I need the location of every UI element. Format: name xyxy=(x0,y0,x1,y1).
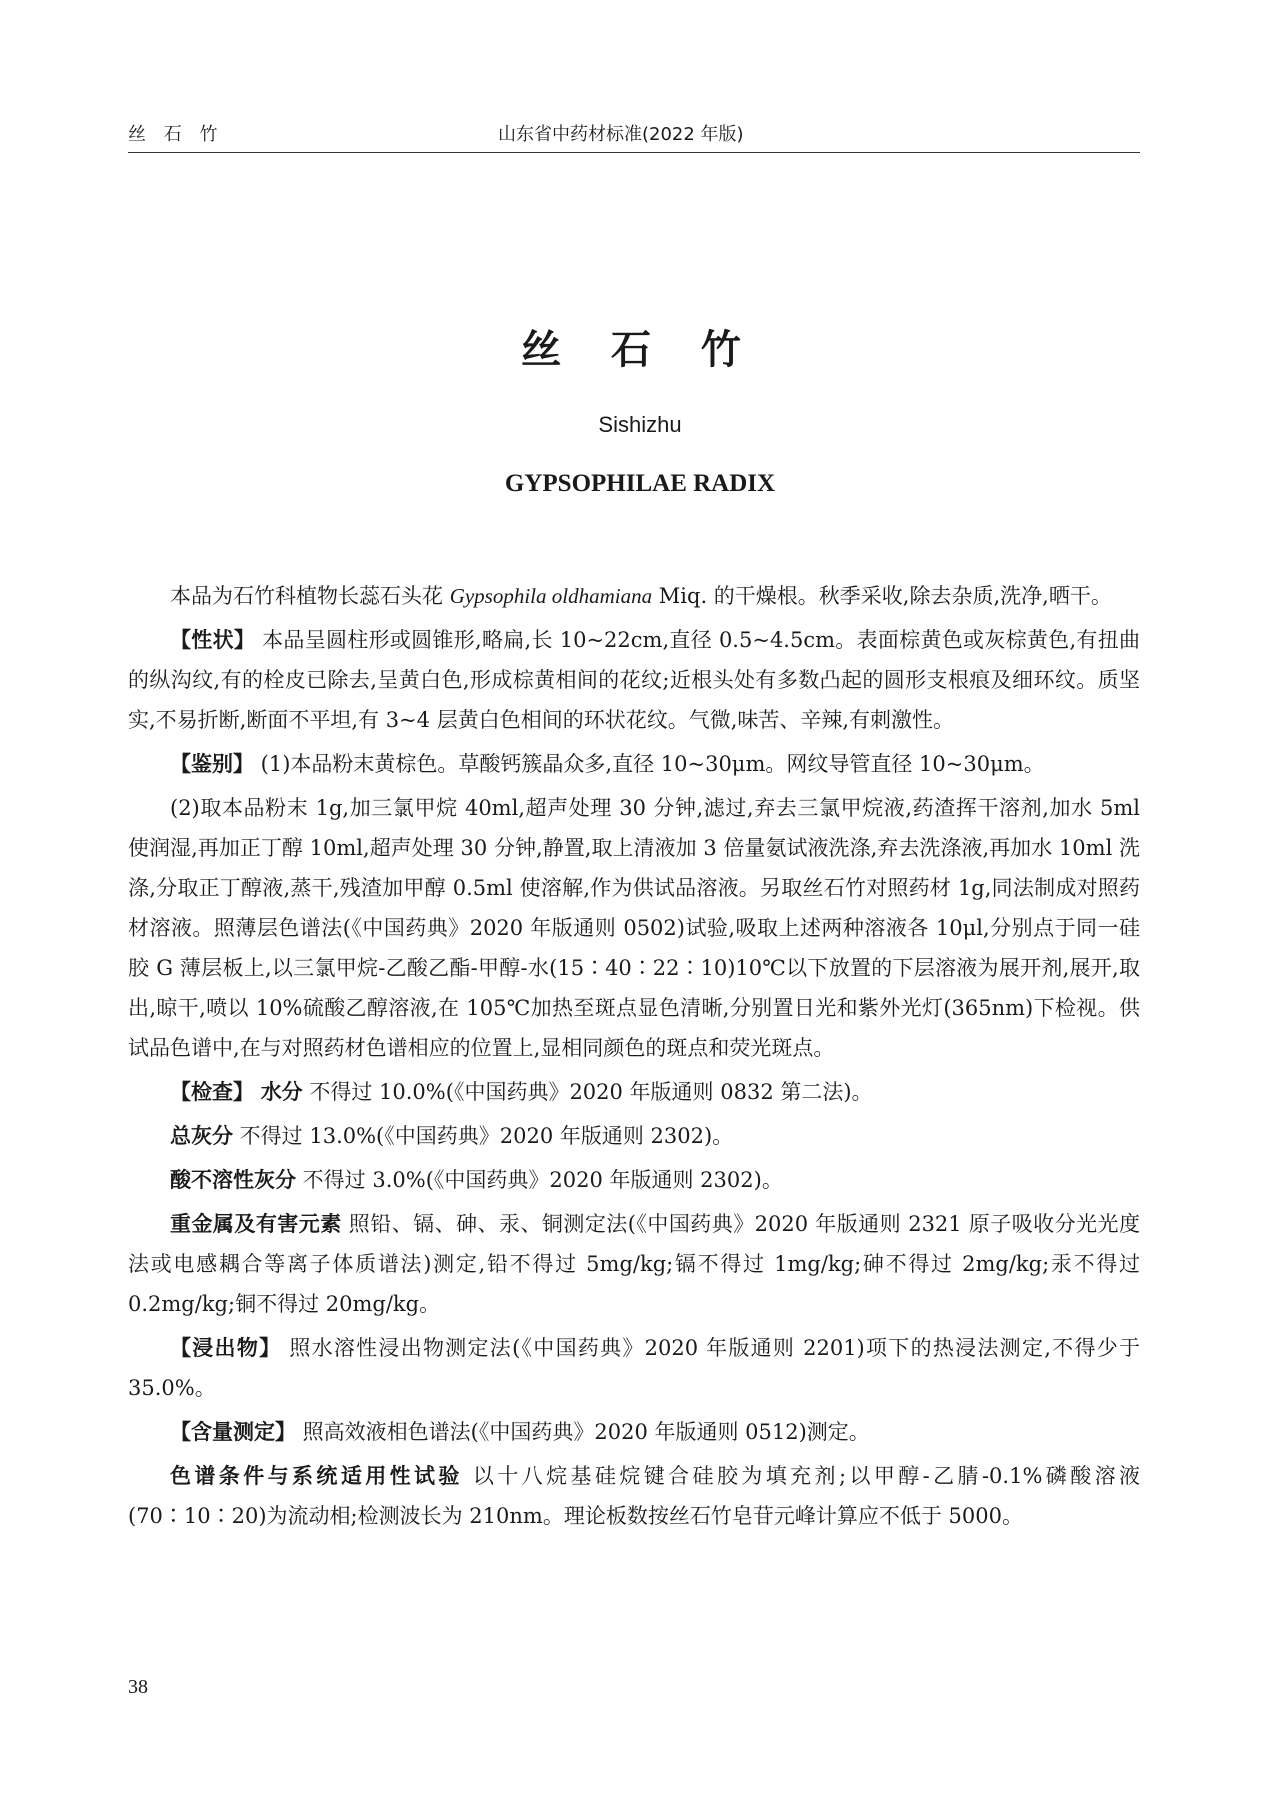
check-acid-ash-paragraph: 酸不溶性灰分 不得过 3.0%(《中国药典》2020 年版通则 2302)。 xyxy=(170,1168,783,1192)
check-water-paragraph: 【检查】 水分 不得过 10.0%(《中国药典》2020 年版通则 0832 第二法)。 xyxy=(170,1080,873,1104)
monograph-body xyxy=(128,576,1140,1540)
sub-label-chromatographic-conditions: 色谱条件与系统适用性试验 xyxy=(170,1464,463,1488)
header-drug-name: 丝 石 竹 xyxy=(128,124,224,145)
check-heavy-metals-paragraph: 重金属及有害元素 照铅、镉、砷、汞、铜测定法(《中国药典》2020 年版通则 2321 原子吸收分光光度法或电感耦合等离子体质谱法)测定,铅不得过 5mg/kg;镉不得过 1mg/kg;砷不得过 2mg/kg;汞不得过 0.2mg/kg;铜不得过 20mg/kg。 xyxy=(128,1212,1140,1316)
header-divider xyxy=(128,152,1140,153)
species-name: Gypsophila oldhamiana xyxy=(449,584,653,608)
extractives-paragraph: 【浸出物】 照水溶性浸出物测定法(《中国药典》2020 年版通则 2201)项下的热浸法测定,不得少于 35.0%。 xyxy=(128,1336,1140,1400)
running-header xyxy=(128,112,1140,152)
section-label-extractives: 【浸出物】 xyxy=(170,1336,282,1360)
description-paragraph: 【性状】 本品呈圆柱形或圆锥形,略扁,长 10~22cm,直径 0.5~4.5cm。表面棕黄色或灰棕黄色,有扭曲的纵沟纹,有的栓皮已除去,呈黄白色,形成棕黄相间的花纹;近根头处有多数凸起的圆形支根痕及细环纹。质坚实,不易折断,断面不平坦,有 3~4 层黄白色相间的环状花纹。气微,味苦、辛辣,有刺激性。 xyxy=(128,628,1140,732)
identification-paragraph-1: 【鉴别】 (1)本品粉末黄棕色。草酸钙簇晶众多,直径 10~30μm。网纹导管直径 10~30μm。 xyxy=(170,752,1045,776)
identification-paragraph-2: (2)取本品粉末 1g,加三氯甲烷 40ml,超声处理 30 分钟,滤过,弃去三氯甲烷液,药渣挥干溶剂,加水 5ml 使润湿,再加正丁醇 10ml,超声处理 30 分钟,静置,取上清液加 3 倍量氨试液洗涤,弃去洗涤液,再加水 10ml 洗涤,分取正丁醇液,蒸干,残渣加甲醇 0.5ml 使溶解,作为供试品溶液。另取丝石竹对照药材 1g,同法制成对照药材溶液。照薄层色谱法(《中国药典》2020 年版通则 0502)试验,吸取上述两种溶液各 10μl,分别点于同一硅胶 G 薄层板上,以三氯甲烷-乙酸乙酯-甲醇-水(15∶40∶22∶10)10℃以下放置的下层溶液为展开剂,展开,取出,晾干,喷以 10%硫酸乙醇溶液,在 105℃加热至斑点显色清晰,分别置日光和紫外光灯(365nm)下检视。供试品色谱中,在与对照药材色谱相应的位置上,显相同颜色的斑点和荧光斑点。 xyxy=(128,796,1140,1060)
section-label-description: 【性状】 xyxy=(170,628,256,652)
monograph-latin-name: GYPSOPHILAE RADIX xyxy=(504,470,776,497)
section-label-identification: 【鉴别】 xyxy=(170,752,254,776)
assay-paragraph: 【含量测定】 照高效液相色谱法(《中国药典》2020 年版通则 0512)测定。 xyxy=(170,1420,870,1444)
intro-paragraph: 本品为石竹科植物长蕊石头花 Gypsophila oldhamiana Miq. 的干燥根。秋季采收,除去杂质,洗净,晒干。 xyxy=(170,584,1112,608)
monograph-title: 丝 石 竹 xyxy=(521,327,759,373)
section-label-check: 【检查】 xyxy=(170,1080,254,1104)
check-total-ash-paragraph: 总灰分 不得过 13.0%(《中国药典》2020 年版通则 2302)。 xyxy=(170,1124,734,1148)
section-label-assay: 【含量测定】 xyxy=(170,1420,296,1444)
monograph-pinyin: Sishizhu xyxy=(598,412,682,437)
chromatographic-conditions-paragraph: 色谱条件与系统适用性试验 以十八烷基硅烷键合硅胶为填充剂;以甲醇-乙腈-0.1%磷酸溶液(70∶10∶20)为流动相;检测波长为 210nm。理论板数按丝石竹皂苷元峰计算应不低于 5000。 xyxy=(128,1464,1141,1528)
sub-label-water: 水分 xyxy=(260,1080,303,1104)
sub-label-heavy-metals: 重金属及有害元素 xyxy=(170,1212,342,1236)
sub-label-acid-insoluble-ash: 酸不溶性灰分 xyxy=(170,1168,296,1192)
page-number: 38 xyxy=(128,1676,148,1698)
sub-label-total-ash: 总灰分 xyxy=(170,1124,233,1148)
header-book-title: 山东省中药材标准(2022 年版) xyxy=(498,124,744,145)
